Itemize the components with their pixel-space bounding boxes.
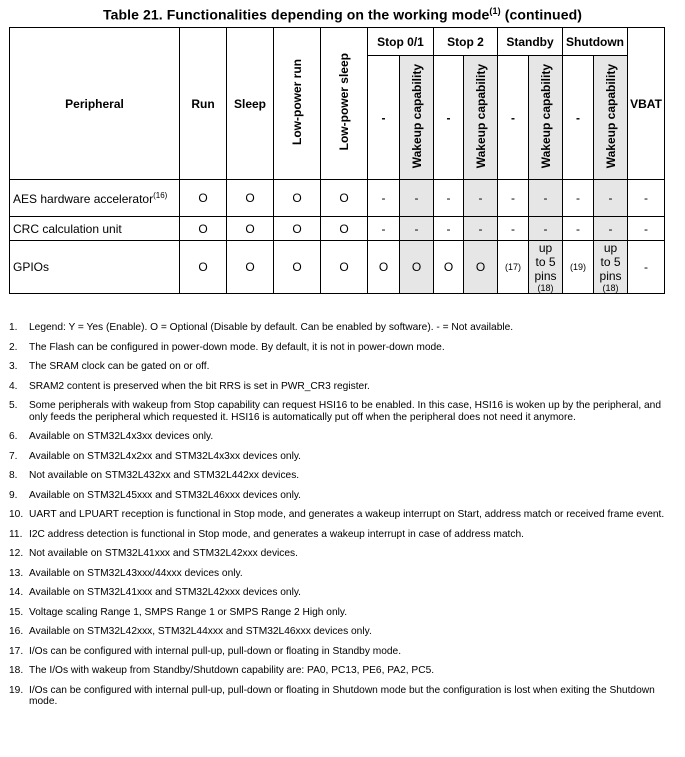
table-cell: up to 5 pins (18)	[594, 241, 628, 294]
table-cell: O	[321, 217, 368, 241]
footnote-text: Available on STM32L41xxx and STM32L42xxx devices only.	[29, 587, 302, 598]
table-cell: -	[628, 217, 665, 241]
header-shutdown-mode: -	[563, 56, 594, 180]
table-cell: O	[227, 180, 274, 217]
footnote-number: 13.	[9, 567, 24, 579]
footnote-text: Available on STM32L43xxx/44xxx devices only.	[29, 567, 243, 579]
footnote-number: 18.	[9, 665, 24, 676]
footnote-text: Not available on STM32L432xx and STM32L442xx devices.	[29, 470, 300, 481]
table-cell: -	[400, 217, 434, 241]
header-stop2: Stop 2	[434, 28, 498, 56]
table-title-text: Table 21. Functionalities depending on the working mode	[103, 6, 490, 23]
footnote-number: 2.	[9, 341, 18, 353]
header-shutdown: Shutdown	[563, 28, 628, 56]
footnote-text: Not available on STM32L41xxx and STM32L42xxx devices.	[29, 548, 298, 559]
header-run: Run	[180, 28, 227, 180]
footnote-number: 5.	[9, 400, 18, 411]
table-cell: O	[321, 180, 368, 217]
table-cell: O	[180, 241, 227, 294]
header-shutdown-wakeup: Wakeup capability	[594, 56, 628, 180]
footnote-item	[9, 568, 669, 580]
row-peripheral-name: GPIOs	[10, 241, 180, 294]
footnote-text: SRAM2 content is preserved when the bit RRS is set in PWR_CR3 register.	[29, 380, 370, 392]
footnotes-list	[9, 322, 669, 716]
table-title-ref: (1)	[489, 6, 501, 16]
table-cell: O	[180, 217, 227, 241]
footnote-item	[9, 529, 669, 541]
footnote-number: 19.	[9, 684, 24, 696]
footnote-number: 12.	[9, 548, 24, 559]
footnote-number: 9.	[9, 489, 18, 501]
footnote-number: 14.	[9, 587, 24, 598]
table-cell: -	[368, 217, 400, 241]
footnote-item	[9, 607, 669, 619]
footnote-item	[9, 381, 669, 393]
footnote-item	[9, 548, 669, 560]
footnote-item	[9, 685, 669, 708]
footnote-number: 3.	[9, 361, 18, 372]
header-standby-wakeup: Wakeup capability	[529, 56, 563, 180]
table-cell: O	[227, 241, 274, 294]
footnote-item	[9, 342, 669, 354]
footnote-item	[9, 646, 669, 658]
table-cell: -	[464, 217, 498, 241]
footnote-item	[9, 490, 669, 502]
footnote-item	[9, 587, 669, 599]
table-cell: O	[464, 241, 498, 294]
footnote-text: Available on STM32L45xxx and STM32L46xxx devices only.	[29, 489, 302, 501]
footnote-item	[9, 451, 669, 463]
footnote-number: 7.	[9, 450, 18, 462]
footnote-text: I2C address detection is functional in Stop mode, and generates a wakeup interrupt in case of address match.	[29, 528, 524, 540]
table-cell: O	[274, 241, 321, 294]
table-cell: O	[274, 180, 321, 217]
functionality-table	[9, 27, 665, 294]
table-cell: -	[368, 180, 400, 217]
table-cell: -	[563, 180, 594, 217]
footnote-number: 17.	[9, 645, 24, 657]
table-cell: -	[563, 217, 594, 241]
table-title	[0, 6, 685, 23]
row-peripheral-name: AES hardware accelerator$^{(16)}$	[10, 180, 180, 217]
footnote-item	[9, 361, 669, 373]
footnote-number: 1.	[9, 322, 18, 333]
footnote-text: Available on STM32L4x3xx devices only.	[29, 431, 214, 442]
footnote-number: 6.	[9, 431, 18, 442]
footnote-text: The I/Os with wakeup from Standby/Shutdown capability are: PA0, PC13, PE6, PA2, PC5.	[29, 665, 435, 676]
header-stop2-mode: -	[434, 56, 464, 180]
header-lp-run: Low-power run	[274, 28, 321, 180]
row-peripheral-name: CRC calculation unit	[10, 217, 180, 241]
table-cell: -	[400, 180, 434, 217]
table-cell: O	[434, 241, 464, 294]
table-cell: -	[529, 217, 563, 241]
footnote-text: I/Os can be configured with internal pull-up, pull-down or floating in Shutdown mode but the configuration is lost when exiting the Shutdown mode.	[29, 684, 655, 707]
footnote-text: The SRAM clock can be gated on or off.	[29, 361, 210, 372]
footnote-item	[9, 322, 669, 334]
table-cell: -	[594, 180, 628, 217]
footnote-item	[9, 431, 669, 443]
header-vbat: VBAT	[628, 28, 665, 180]
footnote-text: Some peripherals with wakeup from Stop capability can request HSI16 to be enabled. In this case, HSI16 is woken up by the peripheral, and only feeds the peripheral which requested it. HSI16 is automatically put off when the peripheral does not need it anymore.	[29, 400, 661, 423]
footnote-text: I/Os can be configured with internal pull-up, pull-down or floating in Standby mode.	[29, 645, 402, 657]
footnote-number: 16.	[9, 626, 24, 637]
table-cell: (19)	[563, 241, 594, 294]
footnote-number: 8.	[9, 470, 18, 481]
table-cell: O	[227, 217, 274, 241]
footnote-number: 11.	[9, 528, 23, 540]
table-title-suffix: (continued)	[500, 6, 582, 23]
header-standby: Standby	[498, 28, 563, 56]
header-stop01-mode: -	[368, 56, 400, 180]
table-row	[10, 217, 665, 241]
row-peripheral-ref: (16)	[153, 190, 168, 200]
header-lp-sleep: Low-power sleep	[321, 28, 368, 180]
footnote-text: UART and LPUART reception is functional in Stop mode, and generates a wakeup interrupt on Start, address match or received frame event.	[29, 509, 665, 520]
footnote-number: 4.	[9, 380, 18, 392]
footnote-item	[9, 470, 669, 482]
header-stop2-wakeup: Wakeup capability	[464, 56, 498, 180]
table-cell: (17)	[498, 241, 529, 294]
footnote-item	[9, 626, 669, 638]
header-standby-mode: -	[498, 56, 529, 180]
footnote-text: Available on STM32L4x2xx and STM32L4x3xx devices only.	[29, 450, 302, 462]
header-stop01-wakeup: Wakeup capability	[400, 56, 434, 180]
cell-ref: (18)	[537, 283, 554, 293]
table-cell: -	[529, 180, 563, 217]
table-cell: up to 5 pins (18)	[529, 241, 563, 294]
table-cell: -	[594, 217, 628, 241]
table-row	[10, 180, 665, 217]
footnote-number: 10.	[9, 509, 24, 520]
table-cell: -	[434, 217, 464, 241]
cell-ref: (18)	[602, 283, 619, 293]
footnote-text: Available on STM32L42xxx, STM32L44xxx and STM32L46xxx devices only.	[29, 626, 372, 637]
table-cell: O	[368, 241, 400, 294]
table-cell: -	[498, 180, 529, 217]
table-cell: O	[180, 180, 227, 217]
table-cell: -	[628, 241, 665, 294]
table-cell: -	[464, 180, 498, 217]
footnote-text: Legend: Y = Yes (Enable). O = Optional (Disable by default. Can be enabled by software). - = Not available.	[29, 322, 514, 333]
footnote-item	[9, 665, 669, 677]
header-peripheral: Peripheral	[10, 28, 180, 180]
table-cell: O	[400, 241, 434, 294]
table-row	[10, 241, 665, 294]
table-cell: -	[434, 180, 464, 217]
footnote-text: Voltage scaling Range 1, SMPS Range 1 or SMPS Range 2 High only.	[29, 606, 348, 618]
table-cell: -	[628, 180, 665, 217]
header-stop01: Stop 0/1	[368, 28, 434, 56]
table-cell: O	[274, 217, 321, 241]
footnote-number: 15.	[9, 606, 24, 618]
footnote-item	[9, 400, 669, 423]
footnote-item	[9, 509, 669, 521]
header-sleep: Sleep	[227, 28, 274, 180]
table-cell: O	[321, 241, 368, 294]
footnote-text: The Flash can be configured in power-down mode. By default, it is not in power-down mode.	[29, 341, 445, 353]
table-cell: -	[498, 217, 529, 241]
